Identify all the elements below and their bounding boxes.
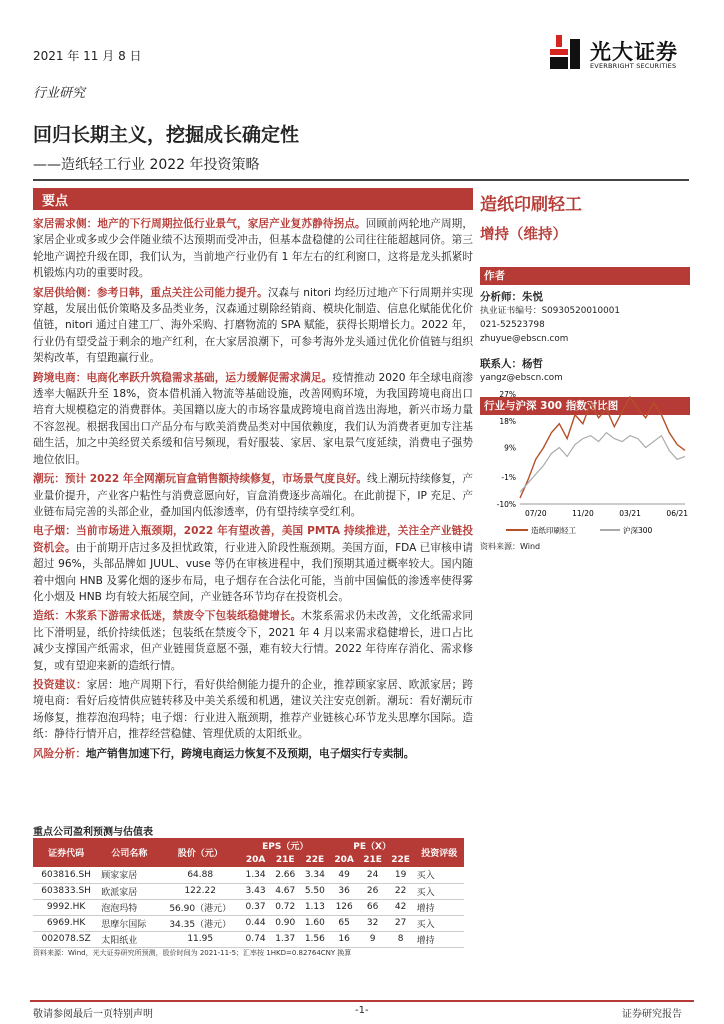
series-line-csi300 xyxy=(520,433,685,492)
table-row xyxy=(33,883,464,899)
paragraph-home-supply: 家居供给侧：参考日韩，重点关注公司能力提升。汉森与 nitori 均经历过地产下行周期并实现穿越，发展出低价策略及多品类业务，汉森通过剔除经销商、模块化制造、信息化赋能优化价值链，nitori 通过自建工厂、海外采购、打磨物流的 SPA 赋能，获得长期增长力。2022 年，行业仍有望受益于剩余的地产红利，在大家居浪潮下，可参考海外龙头通过优化价值链与组织架构改革，有望跑赢行业。 xyxy=(33,286,474,365)
contact-name: 联系人：杨哲 xyxy=(480,358,543,370)
table-cell: 1.56 xyxy=(300,931,330,947)
sub-eps-22e: 22E xyxy=(300,853,330,867)
table-cell: 24 xyxy=(359,867,387,883)
table-cell: 42 xyxy=(387,899,415,915)
table-cell: 19 xyxy=(387,867,415,883)
table-cell: 0.90 xyxy=(270,915,300,931)
x-tick-label: 06/21 xyxy=(666,509,689,518)
table-cell: 3.34 xyxy=(300,867,330,883)
paragraph-cross-border: 跨境电商：电商化率跃升筑稳需求基础，运力缓解促需求满足。疫情推动 2020 年全球电商渗透率大幅跃升至 18%，资本借机涌入物流等基础设施，改善网购环境，为我国跨境电商出口培育大规模稳定的消费群体。美国籍以庞大的市场容量成跨境电商首选出海地，新兴市场力量不容忽视。根据我国出口产品分布与欧美消费品类对中国依赖度，我们认为消费者更加专注基础生活，加之中美经贸关系缓和信号频现，看好服装、家居、家电景气度延续，消费电子强势地位依旧。 xyxy=(33,371,473,466)
analyst-name: 分析师：朱悦 xyxy=(480,291,543,303)
paragraph-risk: 风险分析：地产销售加速下行，跨境电商运力恢复不及预期，电子烟实行专卖制。 xyxy=(33,747,415,760)
table-cell: 64.88 xyxy=(160,867,241,883)
chart-source: 资料来源：Wind xyxy=(480,542,541,551)
table-cell: 2.66 xyxy=(270,867,300,883)
table-cell: 36 xyxy=(330,883,359,899)
table-cell: 27 xyxy=(387,915,415,931)
table-cell: 603833.SH xyxy=(33,883,99,899)
y-tick-label: 18% xyxy=(499,416,516,426)
legend-label-paper: 造纸印刷轻工 xyxy=(531,526,576,535)
key-points-body xyxy=(33,216,473,765)
report-date: 2021 年 11 月 8 日 xyxy=(33,49,142,63)
table-row xyxy=(33,931,464,947)
table-row xyxy=(33,915,464,931)
paragraph-home-demand: 家居需求侧：地产的下行周期拉低行业景气，家居产业复苏静待拐点。回顾前两轮地产周期，家居企业或多或少会伴随业绩不达预期而受冲击，但基本盘稳健的公司往往能超越同侪。第三轮地产调控升级在即，我们认为，当前地产行业仍有 1 年左右的红利窗口，这将是龙头抓紧时机锻炼内功的重要时段。 xyxy=(33,218,474,280)
table-cell: 11.95 xyxy=(160,931,241,947)
table-cell: 欧派家居 xyxy=(99,883,159,899)
col-price: 股价（元） xyxy=(160,838,241,867)
sub-pe-21e: 21E xyxy=(359,853,387,867)
table-cell: 增持 xyxy=(415,899,464,915)
table-cell: 26 xyxy=(359,883,387,899)
table-cell: 22 xyxy=(387,883,415,899)
table-title: 重点公司盈利预测与估值表 xyxy=(33,827,153,838)
table-cell: 66 xyxy=(359,899,387,915)
table-cell: 9992.HK xyxy=(33,899,99,915)
table-cell: 56.90（港元） xyxy=(160,899,241,915)
table-cell: 16 xyxy=(330,931,359,947)
report-title: 回归长期主义，挖掘成长确定性 xyxy=(33,124,300,146)
table-cell: 49 xyxy=(330,867,359,883)
col-pe: PE（X） xyxy=(330,838,415,853)
table-cell: 泡泡玛特 xyxy=(99,899,159,915)
report-category: 行业研究 xyxy=(33,86,86,101)
table-cell: 买入 xyxy=(415,915,464,931)
y-tick-label: -1% xyxy=(501,473,516,483)
table-cell: 32 xyxy=(359,915,387,931)
table-cell: 1.13 xyxy=(300,899,330,915)
table-cell: 买入 xyxy=(415,867,464,883)
footer-report-type: 证券研究报告 xyxy=(622,1009,682,1020)
contact-email[interactable]: yangz@ebscn.com xyxy=(480,373,563,383)
table-cell: 太阳纸业 xyxy=(99,931,159,947)
paragraph-trendy-toys: 潮玩：预计 2022 年全网潮玩盲盒销售额持续修复，市场景气度良好。线上潮玩持续修复，产业量价提升，产业客户粘性与消费意愿向好，盲盒消费逐步高端化。在此前提下，IP 充足、产业链布局完善的头部企业，叠加国内低渗透率，仍有望持续享受红利。 xyxy=(33,473,474,518)
series-line-paper xyxy=(520,397,685,498)
table-cell: 买入 xyxy=(415,883,464,899)
table-cell: 增持 xyxy=(415,931,464,947)
everbright-logo-icon xyxy=(548,33,584,73)
table-cell: 0.74 xyxy=(241,931,271,947)
logo-subtext: EVERBRIGHT SECURITIES xyxy=(590,62,677,70)
y-tick-label: 27% xyxy=(499,390,516,399)
table-cell: 1.34 xyxy=(241,867,271,883)
y-tick-label: 9% xyxy=(504,443,516,453)
table-cell: 603816.SH xyxy=(33,867,99,883)
page-number: -1- xyxy=(355,1005,369,1016)
col-code: 证券代码 xyxy=(33,838,99,867)
table-note: 资料来源：Wind，光大证券研究所预测，股价时间为 2021-11-5；汇率按 1HKD=0.82764CNY 换算 xyxy=(33,949,352,957)
table-cell: 3.43 xyxy=(241,883,271,899)
x-tick-label: 03/21 xyxy=(619,509,641,518)
col-rating: 投资评级 xyxy=(415,838,464,867)
footer-disclaimer: 敬请参阅最后一页特别声明 xyxy=(33,1009,153,1020)
report-subtitle: ——造纸轻工行业 2022 年投资策略 xyxy=(33,157,260,173)
y-tick-label: -10% xyxy=(496,500,516,509)
table-cell: 6969.HK xyxy=(33,915,99,931)
sub-pe-22e: 22E xyxy=(387,853,415,867)
sub-eps-21e: 21E xyxy=(270,853,300,867)
table-cell: 0.72 xyxy=(270,899,300,915)
table-cell: 0.44 xyxy=(241,915,271,931)
x-tick-label: 07/20 xyxy=(525,509,547,518)
sector-rating: 增持（维持） xyxy=(480,227,567,243)
key-points-label: 要点 xyxy=(42,194,69,209)
paragraph-paper: 造纸：木浆系下游需求低迷，禁废令下包装纸稳健增长。木浆系需求仍未改善，文化纸需求同比下滑明显，纸价持续低迷；包装纸在禁废令下，2021 年 4 月以来需求稳健增长，进口占比减少支撑国产纸需求，但产业链囤货意愿不强，难有较大行情。2022 年待库存消化、需求修复，或有望迎来新的造纸行情。 xyxy=(33,610,474,672)
paragraph-investment-advice: 投资建议：家居：地产周期下行，看好供给侧能力提升的企业，推荐顾家家居、欧派家居；跨境电商：看好后疫情供应链转移及中美关系缓和机遇，建议关注安克创新。潮玩：看好潮玩市场修复，推荐泡泡玛特；电子烟：行业进入瓶颈期，推荐产业链核心环节龙头思摩尔国际。造纸：静待行情开启，推荐经营稳健、管理优质的太阳纸业。 xyxy=(33,678,474,741)
table-cell: 34.35（港元） xyxy=(160,915,241,931)
col-eps: EPS（元） xyxy=(241,838,330,853)
table-cell: 1.37 xyxy=(270,931,300,947)
table-row xyxy=(33,899,464,915)
x-tick-label: 11/20 xyxy=(572,509,594,518)
sidebar xyxy=(480,190,690,415)
table-cell: 1.60 xyxy=(300,915,330,931)
col-name: 公司名称 xyxy=(99,838,159,867)
table-row xyxy=(33,867,464,883)
legend-label-csi300: 沪深300 xyxy=(623,526,653,535)
sub-eps-20a: 20A xyxy=(241,853,271,867)
table-cell: 65 xyxy=(330,915,359,931)
key-points-bar xyxy=(33,188,473,210)
earnings-table xyxy=(33,838,464,948)
table-cell: 126 xyxy=(330,899,359,915)
table-cell: 顾家家居 xyxy=(99,867,159,883)
footer-divider xyxy=(30,1000,694,1002)
index-comparison-chart xyxy=(480,384,690,554)
analyst-email[interactable]: zhuyue@ebscn.com xyxy=(480,334,569,344)
table-cell: 思摩尔国际 xyxy=(99,915,159,931)
author-bar: 作者 xyxy=(480,267,690,285)
header-divider xyxy=(33,179,689,181)
logo-text: 光大证券 xyxy=(590,40,678,64)
paragraph-e-cigarette: 电子烟：当前市场进入瓶颈期，2022 年有望改善，美国 PMTA 持续推进，关注全产业链投资机会。由于前期开店过多及担忧政策，行业进入阶段性瓶颈期。美国方面，FDA 已审核申请超过 96%，头部品牌如 JUUL、vuse 等仍在审核进程中，我们预期其通过概率较大。国内随着中烟向 HNB 及雾化烟的逐步布局，电子烟存在合法化可能，当前中国偏低的渗透率使得雾化小烟及 HNB 均有较大拓展空间，产业链各环节均存在投资机会。 xyxy=(33,525,474,603)
sub-pe-20a: 20A xyxy=(330,853,359,867)
table-cell: 0.37 xyxy=(241,899,271,915)
table-cell: 8 xyxy=(387,931,415,947)
table-cell: 5.50 xyxy=(300,883,330,899)
analyst-phone: 021-52523798 xyxy=(480,320,545,330)
analyst-cert: 执业证书编号：S0930520010001 xyxy=(480,306,620,316)
chart-title-bar: 行业与沪深 300 指数对比图 xyxy=(480,397,690,415)
table-cell: 4.67 xyxy=(270,883,300,899)
sector-name: 造纸印刷轻工 xyxy=(480,195,582,215)
table-cell: 002078.SZ xyxy=(33,931,99,947)
table-cell: 9 xyxy=(359,931,387,947)
table-cell: 122.22 xyxy=(160,883,241,899)
